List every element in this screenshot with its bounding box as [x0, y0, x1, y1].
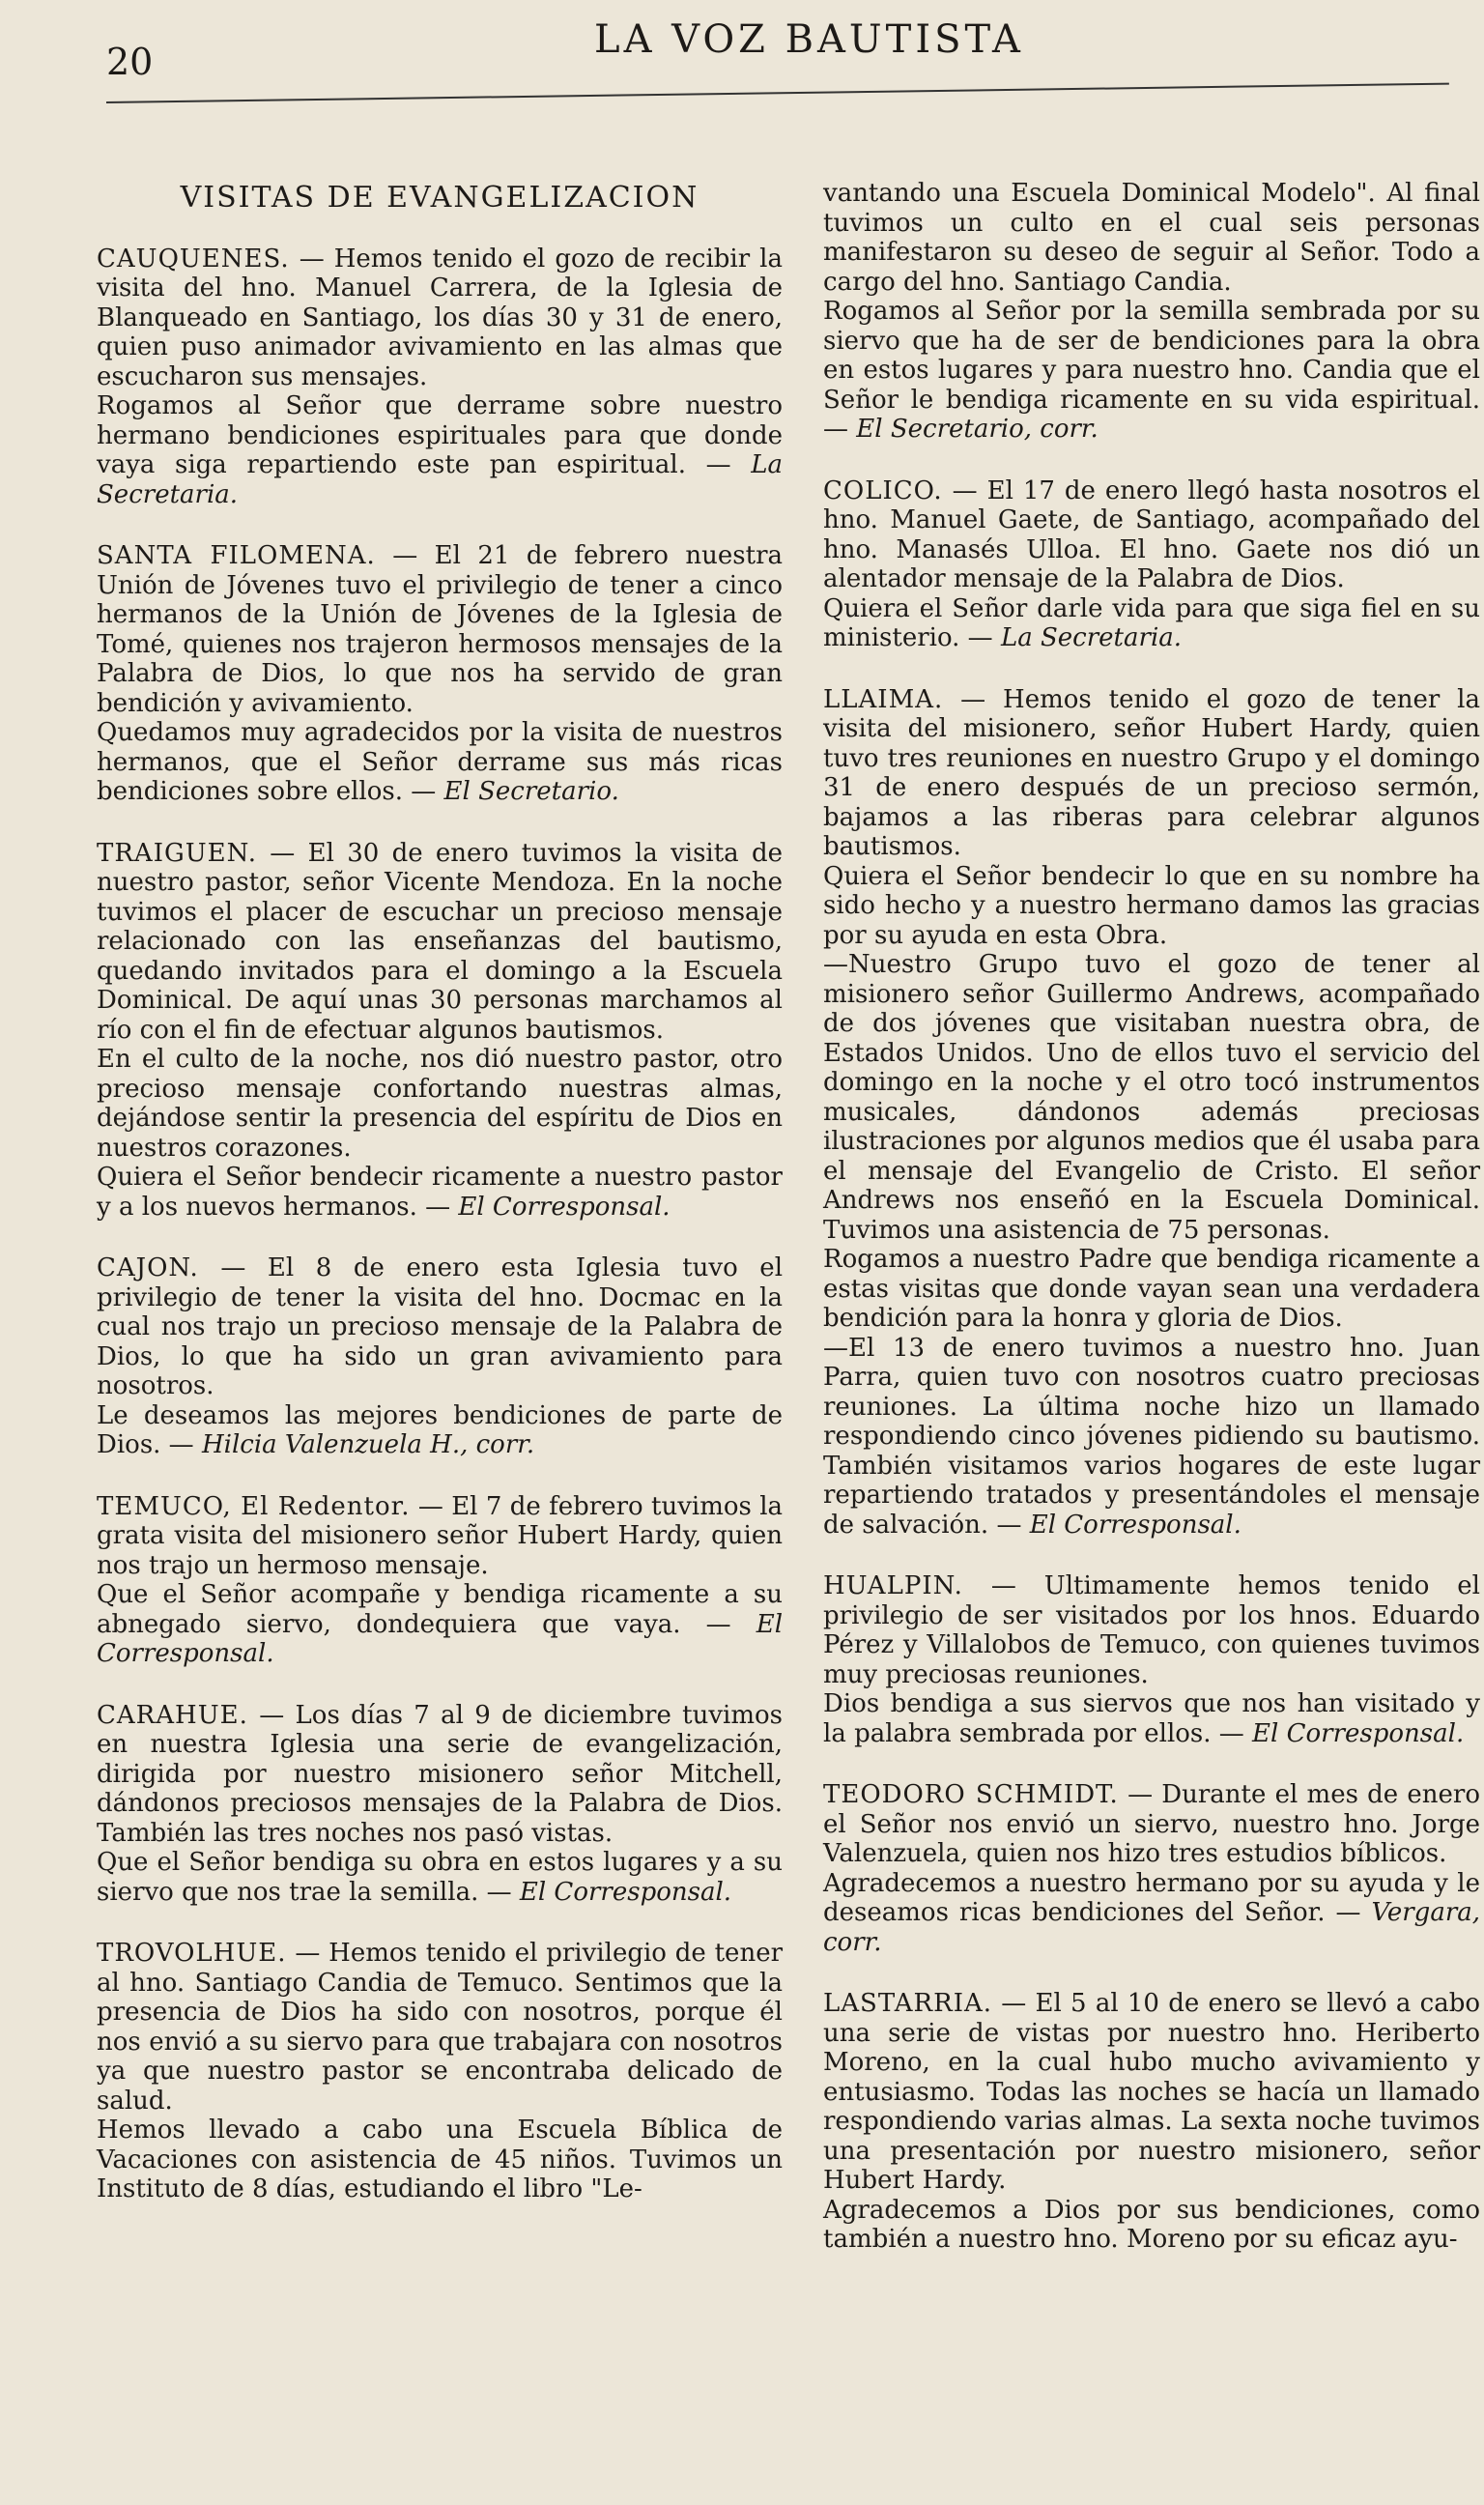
article-paragraph — [823, 685, 1480, 862]
paragraph-text: — Hemos tenido el gozo de recibir la visita del hno. Manuel Carrera, de la Iglesia de Blanqueado en Santiago, los días 30 y 31 de enero, quien puso animador avivamiento en las almas que escucharon sus mensajes. — [97, 244, 783, 391]
article-entry — [823, 1780, 1480, 1957]
paragraph-text: Que el Señor bendiga su obra en estos lugares y a su siervo que nos trae la semilla. — — [97, 1848, 783, 1907]
paragraph-text: —El 13 de enero tuvimos a nuestro hno. Juan Parra, quien tuvo con nosotros cuatro preciosas reuniones. La última noche hizo un llamado respondiendo cinco jóvenes pidiendo su bautismo. También visitamos varios hogares de este lugar repartiendo tratados y presentándoles el mensaje de salvación. — — [823, 1333, 1480, 1540]
article-paragraph — [823, 476, 1480, 594]
paragraph-text: — Ultimamente hemos tenido el privilegio de ser visitados por los hnos. Eduardo Pérez y Villalobos de Temuco, con quienes tuvimos muy preciosas reuniones. — [823, 1571, 1480, 1689]
paragraph-text: Rogamos al Señor que derrame sobre nuestro hermano bendiciones espirituales para que donde vaya siga repartiendo este pan espiritual. — — [97, 391, 783, 479]
paragraph-text: — Durante el mes de enero el Señor nos envió un siervo, nuestro hno. Jorge Valenzuela, quien nos hizo tres estudios bíblicos. — [823, 1780, 1481, 1868]
paragraph-text: Rogamos al Señor por la semilla sembrada por su siervo que ha de ser de bendiciones para la obra en estos lugares y para nuestro hno. Candia que el Señor le bendiga ricamente en su vida espiritual. — — [823, 297, 1480, 444]
article-paragraph — [823, 1689, 1480, 1748]
page-header — [0, 0, 1484, 116]
paragraph-text: — El 8 de enero esta Iglesia tuvo el privilegio de tener la visita del hno. Docmac en la cual nos trajo un precioso mensaje de la Palabra de Dios, lo que ha sido un gran avivamiento para nosotros. — [97, 1253, 784, 1400]
article-paragraph — [97, 1253, 783, 1401]
paragraph-text: — El 7 de febrero tuvimos la grata visita del misionero señor Hubert Hardy, quien nos trajo un hermoso mensaje. — [97, 1491, 784, 1580]
paragraph-text: — Hemos tenido el gozo de tener la visita del misionero, señor Hubert Hardy, quien tuvo tres reuniones en nuestro Grupo y el domingo 31 de enero después de un precioso sermón, bajamos a las riberas para celebrar algunos bautismos. — [823, 684, 1480, 861]
article-paragraph — [823, 594, 1480, 653]
signature: Vergara, corr. — [823, 1898, 1481, 1957]
signature: El Secretario, corr. — [856, 415, 1099, 444]
article-entry — [823, 179, 1480, 445]
place-heading: TRAIGUEN. — [97, 838, 257, 868]
paragraph-text: Agradecemos a Dios por sus bendiciones, como también a nuestro hno. Moreno por su eficaz ayu- — [823, 2195, 1480, 2254]
article-paragraph — [97, 1401, 783, 1460]
article-paragraph — [97, 1580, 783, 1669]
left-column — [97, 181, 784, 2236]
paragraph-text: Quiera el Señor bendecir ricamente a nuestro pastor y a los nuevos hermanos. — — [97, 1163, 783, 1222]
article-entry — [823, 1989, 1480, 2255]
article-paragraph — [823, 179, 1480, 297]
paragraph-text: Quiera el Señor bendecir lo que en su nombre ha sido hecho y a nuestro hermano damos las gracias por su ayuda en esta Obra. — [823, 861, 1480, 950]
section-title: VISITAS DE EVANGELIZACION — [180, 181, 699, 215]
paragraph-text: — El 5 al 10 de enero se llevó a cabo una serie de vistas por nuestro hno. Heriberto Moreno, en la cual hubo mucho avivamiento y entusiasmo. Todas las noches se hacía un llamado respondiendo varias almas. La sexta noche tuvimos una presentación por nuestro misionero, señor Hubert Hardy. — [823, 1989, 1481, 2195]
article-paragraph — [823, 1334, 1480, 1540]
signature: El Corresponsal. — [1029, 1510, 1241, 1540]
paragraph-text: Agradecemos a nuestro hermano por su ayuda y le deseamos ricas bendiciones del Señor. — — [823, 1868, 1480, 1927]
paragraph-text: Quiera el Señor darle vida para que siga fiel en su ministerio. — — [823, 593, 1480, 652]
article-entry — [97, 541, 783, 807]
place-heading: TEMUCO, El Redentor. — [97, 1491, 411, 1521]
signature: La Secretaria. — [1000, 623, 1183, 652]
article-entry — [97, 1701, 783, 1908]
article-paragraph — [97, 2116, 783, 2204]
place-heading: CARAHUE. — [97, 1700, 248, 1730]
article-paragraph — [97, 1848, 783, 1907]
paragraph-text: Rogamos a nuestro Padre que bendiga ricamente a estas visitas que donde vayan sean una verdadera bendición para la honra y gloria de Dios. — [823, 1245, 1480, 1333]
paragraph-text: Hemos llevado a cabo una Escuela Bíblica de Vacaciones con asistencia de 45 niños. Tuvimos un Instituto de 8 días, estudiando el libro "Le- — [97, 2116, 783, 2203]
article-entry — [97, 1939, 783, 2204]
article-entry — [823, 476, 1480, 653]
signature: La Secretaria. — [97, 450, 784, 509]
place-heading: COLICO. — [823, 475, 943, 505]
article-entry — [97, 1492, 783, 1669]
place-heading: SANTA FILOMENA. — [97, 541, 376, 570]
paragraph-text: — El 17 de enero llegó hasta nosotros el hno. Manuel Gaete, de Santiago, acompañado del hno. Manasés Ulloa. El hno. Gaete nos dió un alentador mensaje de la Palabra de Dios. — [823, 475, 1481, 593]
article-paragraph — [823, 1245, 1480, 1334]
place-heading: LLAIMA. — [823, 684, 944, 714]
paragraph-text: Que el Señor acompañe y bendiga ricamente a su abnegado siervo, dondequiera que vaya. — — [97, 1580, 783, 1639]
place-heading: CAJON. — [97, 1253, 199, 1282]
paragraph-text: —Nuestro Grupo tuvo el gozo de tener al misionero señor Guillermo Andrews, acompañado de dos jóvenes que visitaban nuestra obra, de Estados Unidos. Uno de ellos tuvo el servicio del domingo en la noche y el otro tocó instrumentos musicales, dándonos además preciosas ilustraciones por algunos medios que él usaba para el mensaje del Evangelio de Cristo. El señor Andrews nos enseñó en la Escuela Dominical. Tuvimos una asistencia de 75 personas. — [823, 950, 1480, 1245]
article-paragraph — [823, 1869, 1480, 1958]
paragraph-text: Le deseamos las mejores bendiciones de parte de Dios. — — [97, 1400, 783, 1459]
paragraph-text: — Los días 7 al 9 de diciembre tuvimos en nuestra Iglesia una serie de evangelización, dirigida por nuestro misionero señor Mitchell, dándonos preciosos mensajes de la Palabra de Dios. También las tres noches nos pasó vistas. — [97, 1700, 784, 1848]
header-rule — [106, 83, 1449, 103]
paragraph-text: — El 30 de enero tuvimos la visita de nuestro pastor, señor Vicente Mendoza. En la noche tuvimos el placer de escuchar un precioso mensaje relacionado con las enseñanzas del bautismo, quedando invitados para el domingo a la Escuela Dominical. De aquí unas 30 personas marchamos al río con el fin de efectuar algunos bautismos. — [97, 838, 784, 1045]
signature: El Corresponsal. — [519, 1877, 732, 1907]
paragraph-text: — El 21 de febrero nuestra Unión de Jóvenes tuvo el privilegio de tener a cinco hermanos de la Unión de Jóvenes de la Iglesia de Tomé, quienes nos trajeron hermosos mensajes de la Palabra de Dios, lo que nos ha servido de gran bendición y avivamiento. — [97, 541, 783, 718]
article-paragraph — [823, 1780, 1480, 1869]
signature: El Corresponsal. — [97, 1609, 784, 1668]
place-heading: TROVOLHUE. — [97, 1939, 287, 1968]
article-entry — [823, 685, 1480, 1540]
article-entry — [823, 1571, 1480, 1748]
place-heading: CAUQUENES. — [97, 244, 290, 274]
article-entry — [97, 1253, 783, 1460]
paragraph-text: — Hemos tenido el privilegio de tener al hno. Santiago Candia de Temuco. Sentimos que la presencia de Dios ha sido con nosotros, porque él nos envió a su siervo para que trabajara con nosotros ya que nuestro pastor se encontraba delicado de salud. — [97, 1939, 784, 2116]
article-paragraph — [823, 950, 1480, 1245]
article-paragraph — [823, 862, 1480, 951]
article-paragraph — [97, 391, 783, 509]
article-entry — [97, 839, 783, 1223]
article-paragraph — [97, 1701, 783, 1849]
signature: El Corresponsal. — [458, 1192, 671, 1222]
signature: El Corresponsal. — [1252, 1718, 1465, 1748]
place-heading: LASTARRIA. — [823, 1989, 993, 2018]
article-paragraph — [97, 1492, 783, 1581]
article-paragraph — [823, 1989, 1480, 2196]
paragraph-text: Quedamos muy agradecidos por la visita de nuestros hermanos, que el Señor derrame sus más ricas bendiciones sobre ellos. — — [97, 718, 783, 806]
right-column — [823, 179, 1480, 2287]
paragraph-text: En el culto de la noche, nos dió nuestro pastor, otro precioso mensaje confortando nuestras almas, dejándose sentir la presencia del espíritu de Dios en nuestros corazones. — [97, 1045, 783, 1163]
signature: Hilcia Valenzuela H., corr. — [201, 1430, 535, 1459]
article-paragraph — [823, 2196, 1480, 2255]
article-entry — [97, 245, 783, 510]
paragraph-text: Dios bendiga a sus siervos que nos han visitado y la palabra sembrada por ellos. — — [823, 1689, 1480, 1748]
place-heading: TEODORO SCHMIDT. — [823, 1780, 1119, 1809]
journal-title: LA VOZ BAUTISTA — [594, 17, 1024, 62]
article-paragraph — [97, 1939, 783, 2116]
article-paragraph — [823, 1571, 1480, 1689]
article-paragraph — [823, 297, 1480, 445]
page-number: 20 — [106, 41, 154, 83]
signature: El Secretario. — [443, 777, 619, 806]
paragraph-text: vantando una Escuela Dominical Modelo". Al final tuvimos un culto en el cual seis personas manifestaron su deseo de seguir al Señor. Todo a cargo del hno. Santiago Candia. — [823, 179, 1480, 297]
article-paragraph — [97, 718, 783, 807]
article-paragraph — [97, 1045, 783, 1163]
article-paragraph — [97, 839, 783, 1046]
article-paragraph — [97, 1163, 783, 1222]
place-heading: HUALPIN. — [823, 1571, 963, 1600]
article-paragraph — [97, 245, 783, 392]
article-paragraph — [97, 541, 783, 718]
